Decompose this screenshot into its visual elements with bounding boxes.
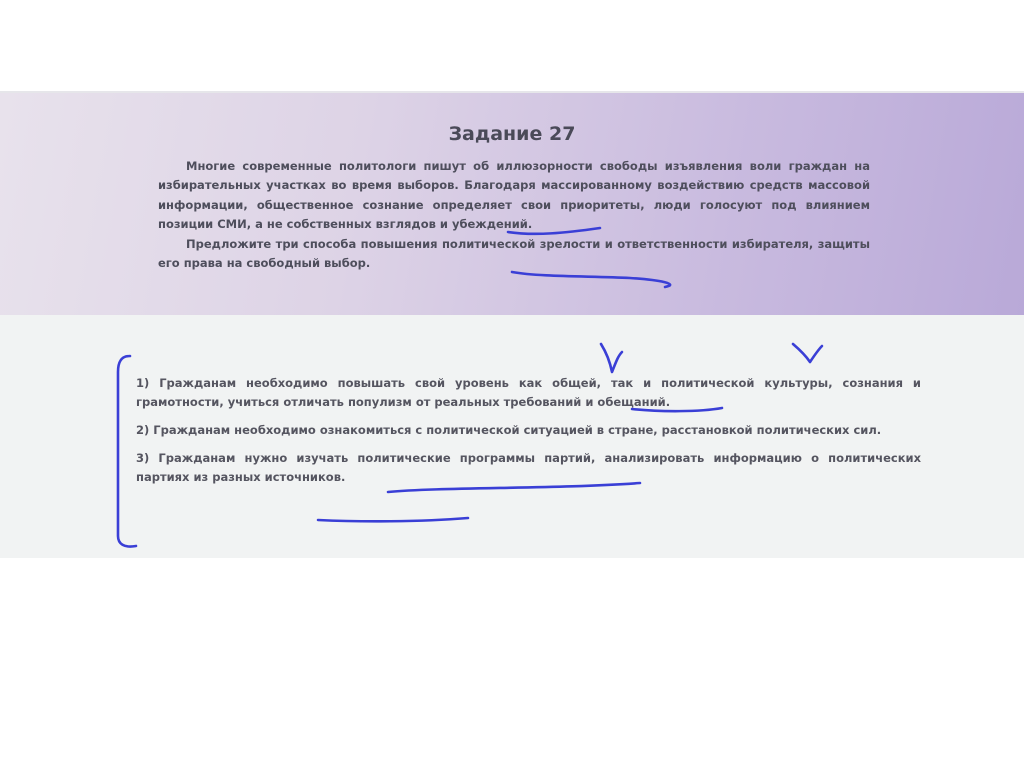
answer-item-2: 2) Гражданам необходимо ознакомиться с политической ситуацией в стране, расстановкой политических сил. [136, 423, 882, 437]
task-title: Задание 27 [448, 123, 576, 145]
answer-panel [0, 315, 1024, 558]
answer-item-1: 1) Гражданам необходимо повышать свой уровень как общей, так и политической культуры, сознания и грамотности, учиться отличать популизм от реальных требований и обещаний. [136, 376, 921, 409]
task-paragraph-2: Предложите три способа повышения политической зрелости и ответственности избирателя, защиты его права на свободный выбор. [158, 236, 870, 271]
task-panel [0, 93, 1024, 315]
answer-list [136, 374, 921, 496]
task-paragraph-1: Многие современные политологи пишут об иллюзорности свободы изъявления воли граждан на избирательных участках во время выборов. Благодаря массированному воздействию средств массовой информации, общественное сознание определяет свои приоритеты, люди голосуют под влиянием позиции СМИ, а не собственных взглядов и убеждений. [158, 159, 870, 232]
answer-item-3: 3) Гражданам нужно изучать политические программы партий, анализировать информацию о политических партиях из разных источников. [136, 451, 921, 484]
task-text [158, 157, 870, 273]
